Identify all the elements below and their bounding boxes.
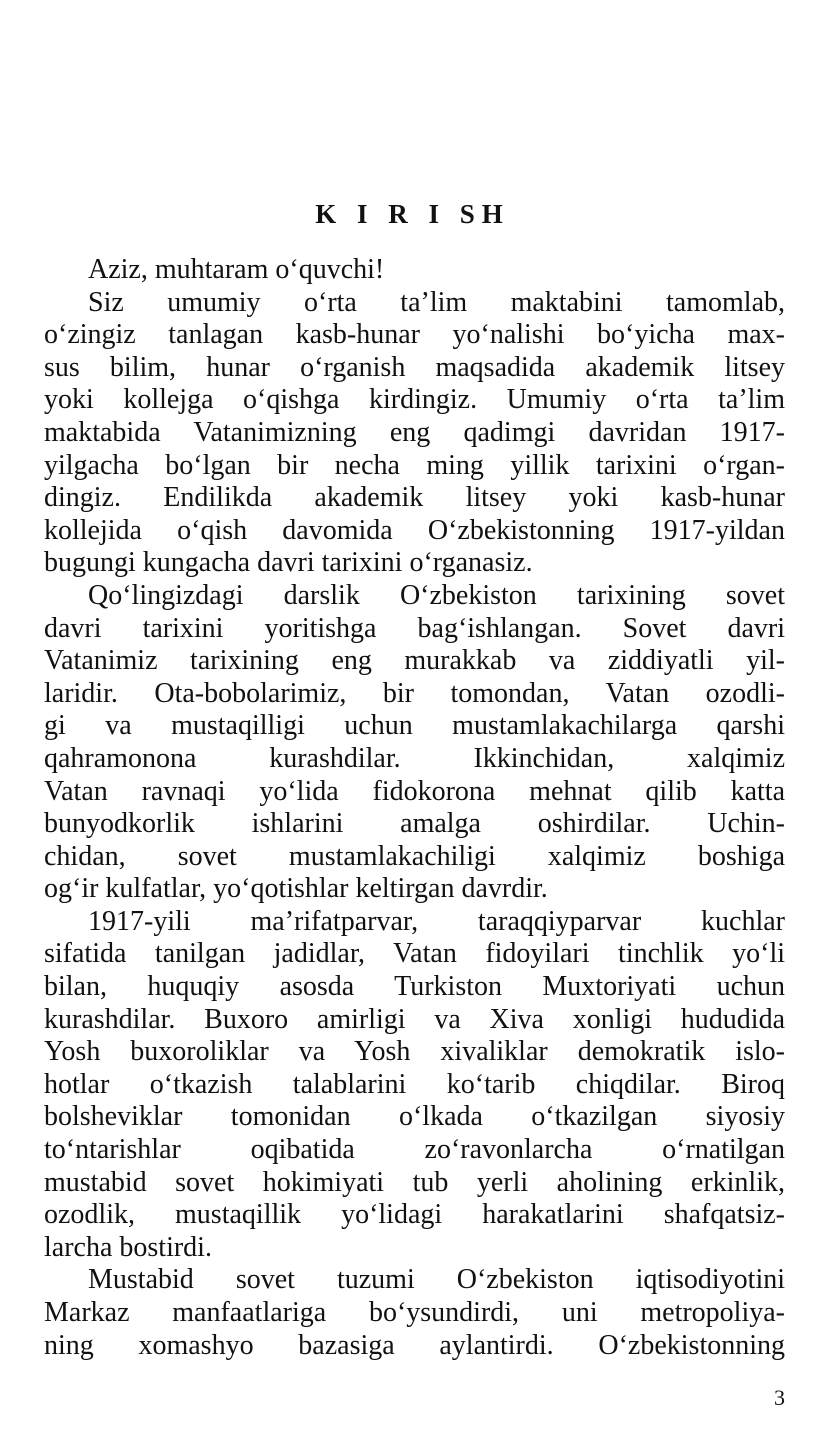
- text-line: laridir. Ota-bobolarimiz, bir tomondan, Vatan ozodli-: [44, 677, 785, 709]
- text-line: Qo‘lingizdagi darslik O‘zbekiston tarixining sovet: [88, 579, 785, 611]
- text-line: Siz umumiy o‘rta ta’lim maktabini tamomlab,: [88, 286, 785, 318]
- text-line: Vatanimiz tarixining eng murakkab va ziddiyatli yil-: [44, 645, 785, 677]
- text-line: bunyodkorlik ishlarini amalga oshirdilar. Uchin-: [44, 808, 785, 840]
- text-line: sus bilim, hunar o‘rganish maqsadida akademik litsey: [44, 351, 785, 383]
- text-line: ning xomashyo bazasiga aylantirdi. O‘zbekistonning: [44, 1329, 785, 1361]
- text-line: bolsheviklar tomonidan o‘lkada o‘tkazilgan siyosiy: [44, 1101, 785, 1133]
- text-line: o‘zingiz tanlagan kasb-hunar yo‘nalishi bo‘yicha max-: [44, 319, 785, 351]
- text-line: bugungi kungacha davri tarixini o‘rganasiz.: [44, 547, 533, 579]
- text-line: Yosh buxoroliklar va Yosh xivaliklar demokratik islo-: [44, 1036, 785, 1068]
- text-line: Vatan ravnaqi yo‘lida fidokorona mehnat qilib katta: [44, 775, 785, 807]
- text-line: ozodlik, mustaqillik yo‘lidagi harakatlarini shafqatsiz-: [44, 1199, 785, 1231]
- text-line: bilan, huquqiy asosda Turkiston Muxtoriyati uchun: [44, 971, 785, 1003]
- text-line: og‘ir kulfatlar, yo‘qotishlar keltirgan davrdir.: [44, 873, 548, 905]
- text-line: maktabida Vatanimizning eng qadimgi davridan 1917-: [44, 416, 785, 448]
- text-line: larcha bostirdi.: [44, 1231, 212, 1263]
- text-line: yilgacha bo‘lgan bir necha ming yillik tarixini o‘rgan-: [44, 449, 785, 481]
- text-line: chidan, sovet mustamlakachiligi xalqimiz boshiga: [44, 840, 785, 872]
- text-line: to‘ntarishlar oqibatida zo‘ravonlarcha o‘rnatilgan: [44, 1134, 785, 1166]
- text-line: davri tarixini yoritishga bag‘ishlangan. Sovet davri: [44, 612, 785, 644]
- text-line: mustabid sovet hokimiyati tub yerli aholining erkinlik,: [44, 1166, 785, 1198]
- page-title: K I R I SH: [315, 199, 510, 229]
- text-line: kollejida o‘qish davomida O‘zbekistonning 1917-yildan: [44, 514, 785, 546]
- text-line: dingiz. Endilikda akademik litsey yoki kasb-hunar: [44, 482, 785, 514]
- text-line: Markaz manfaatlariga bo‘ysundirdi, uni metropoliya-: [44, 1297, 785, 1328]
- text-line: kurashdilar. Buxoro amirligi va Xiva xonligi hududida: [44, 1003, 785, 1035]
- text-line: Mustabid sovet tuzumi O‘zbekiston iqtisodiyotini: [88, 1264, 785, 1296]
- page-number: 3: [774, 1385, 785, 1410]
- text-line: yoki kollejga o‘qishga kirdingiz. Umumiy o‘rta ta’lim: [44, 384, 785, 416]
- body-text: [44, 254, 785, 1362]
- text-line: gi va mustaqilligi uchun mustamlakachilarga qarshi: [44, 710, 785, 742]
- text-line: hotlar o‘tkazish talablarini ko‘tarib chiqdilar. Biroq: [44, 1068, 785, 1100]
- text-line: Aziz, muhtaram o‘quvchi!: [88, 254, 385, 285]
- text-line: 1917-yili ma’rifatparvar, taraqqiyparvar kuchlar: [88, 905, 785, 937]
- text-line: qahramononа kurashdilar. Ikkinchidan, xalqimiz: [44, 742, 785, 774]
- text-line: sifatida tanilgan jadidlar, Vatan fidoyilari tinchlik yo‘li: [44, 938, 785, 970]
